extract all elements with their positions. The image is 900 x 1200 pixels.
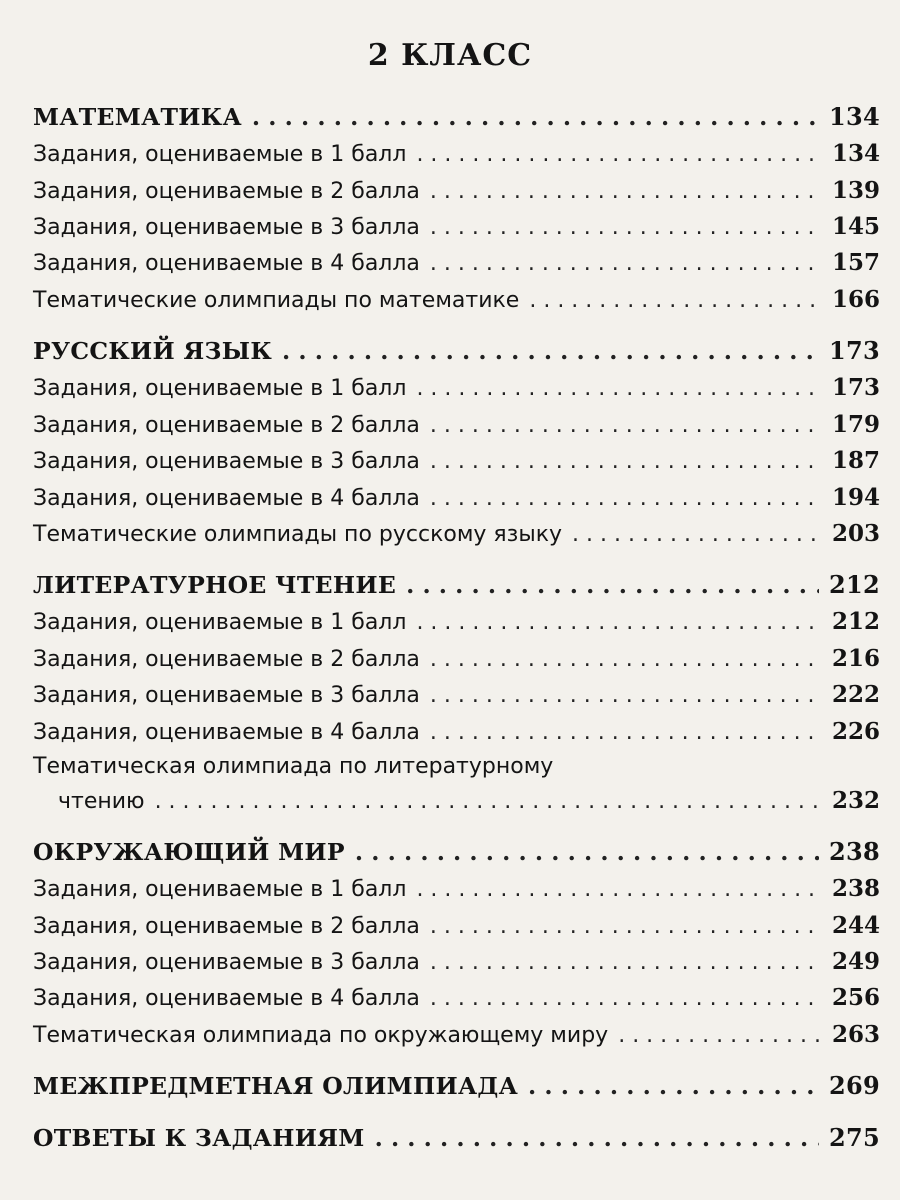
page-number: 203: [831, 519, 880, 547]
dot-leader: [430, 444, 822, 480]
page-number: 269: [829, 1071, 880, 1101]
toc-section-heading: [33, 1067, 880, 1105]
toc-section-heading: [33, 332, 880, 370]
page-number: 249: [831, 948, 880, 975]
dot-leader: [430, 981, 822, 1017]
toc-entry: [33, 282, 880, 318]
dot-leader: [416, 872, 822, 908]
dot-leader: [430, 715, 822, 751]
page-number: 139: [831, 176, 880, 204]
entry-title: Задания, оцениваемые в 2 балла: [33, 913, 420, 939]
toc-entry: [33, 136, 880, 172]
dot-leader: [430, 678, 822, 714]
dot-leader: [406, 566, 819, 604]
entry-title: Тематическая олимпиада по окружающему миру: [33, 1022, 609, 1048]
dot-leader: [572, 517, 822, 553]
section-title: ОКРУЖАЮЩИЙ МИР: [33, 838, 345, 867]
dot-leader: [529, 283, 822, 319]
toc-entry: [33, 604, 880, 640]
entry-title: Тематическая олимпиада по литературному: [33, 754, 554, 780]
entry-title: Задания, оцениваемые в 3 балла: [33, 683, 420, 709]
section-title: ОТВЕТЫ К ЗАДАНИЯМ: [33, 1124, 365, 1153]
page-number: 212: [831, 608, 880, 636]
toc-entry: [33, 245, 880, 281]
dot-leader: [155, 785, 822, 819]
toc-section-heading: [33, 833, 880, 871]
entry-title: Задания, оцениваемые в 4 балла: [33, 719, 420, 745]
toc-entry: [33, 944, 880, 980]
dot-leader: [430, 945, 822, 981]
dot-leader: [430, 642, 822, 678]
dot-leader: [282, 332, 819, 370]
dot-leader: [528, 1067, 819, 1105]
entry-title: Задания, оцениваемые в 1 балл: [33, 376, 407, 402]
toc-entry: [33, 714, 880, 750]
toc-entry: [33, 871, 880, 907]
dot-leader: [430, 246, 822, 282]
dot-leader: [355, 833, 819, 871]
toc-entry: [33, 173, 880, 209]
entry-title: Задания, оцениваемые в 3 балла: [33, 950, 420, 975]
toc-entry: [33, 641, 880, 677]
entry-title: Задания, оцениваемые в 2 балла: [33, 412, 420, 438]
page-number: 212: [829, 570, 880, 600]
entry-title: Задания, оцениваемые в 3 балла: [33, 449, 420, 475]
section-title: РУССКИЙ ЯЗЫК: [33, 337, 273, 366]
toc-entry: [33, 480, 880, 516]
toc-entry: [33, 209, 880, 245]
toc-entry: [33, 750, 880, 819]
dot-leader: [416, 605, 822, 641]
page-number: 232: [831, 787, 880, 815]
toc-entry: [33, 908, 880, 944]
dot-leader: [416, 371, 822, 407]
dot-leader: [252, 98, 819, 136]
page-number: 226: [831, 717, 880, 745]
table-of-contents: [33, 98, 880, 1158]
page-number: 187: [831, 447, 880, 475]
toc-entry: [33, 677, 880, 713]
page-number: 173: [829, 336, 880, 366]
entry-title: Задания, оцениваемые в 4 балла: [33, 485, 420, 511]
entry-title: Тематические олимпиады по русскому языку: [33, 521, 563, 547]
dot-leader: [430, 481, 822, 517]
page-number: 238: [831, 875, 880, 903]
entry-title: Задания, оцениваемые в 3 балла: [33, 214, 420, 240]
page-number: 238: [829, 837, 880, 867]
dot-leader: [430, 909, 822, 945]
dot-leader: [430, 210, 822, 246]
entry-title: Задания, оцениваемые в 2 балла: [33, 646, 420, 672]
page-number: 179: [831, 410, 880, 438]
page-number: 134: [831, 140, 880, 168]
toc-entry: [33, 1017, 880, 1053]
entry-title: Задания, оцениваемые в 1 балл: [33, 142, 407, 168]
dot-leader: [430, 174, 822, 210]
page-number: 194: [831, 483, 880, 511]
dot-leader: [618, 1018, 822, 1054]
page-number: 244: [831, 911, 880, 939]
entry-title: Задания, оцениваемые в 1 балл: [33, 610, 407, 636]
toc-entry: [33, 516, 880, 552]
page-number: 166: [831, 285, 880, 313]
page-number: 275: [829, 1123, 880, 1153]
dot-leader: [416, 137, 822, 173]
section-title: ЛИТЕРАТУРНОЕ ЧТЕНИЕ: [33, 571, 397, 600]
toc-section-heading: [33, 566, 880, 604]
page-number: 256: [831, 984, 880, 1012]
page-title: 2 КЛАСС: [367, 38, 533, 73]
page-number: 157: [831, 249, 880, 277]
entry-title: Тематические олимпиады по математике: [33, 287, 520, 313]
toc-entry: [33, 443, 880, 479]
entry-title: Задания, оцениваемые в 4 балла: [33, 251, 420, 277]
page-number: 173: [831, 374, 880, 402]
page-number: 145: [831, 212, 880, 240]
entry-title-continued: чтению: [58, 789, 145, 815]
toc-section-heading: [33, 98, 880, 136]
section-title: МАТЕМАТИКА: [33, 103, 242, 131]
page-number: 216: [831, 644, 880, 672]
toc-entry: [33, 370, 880, 406]
entry-title: Задания, оцениваемые в 2 балла: [33, 178, 420, 204]
page-number: 222: [831, 681, 880, 709]
entry-title: Задания, оцениваемые в 1 балл: [33, 877, 407, 903]
page-number: 134: [829, 102, 880, 131]
toc-section-heading: [33, 1119, 880, 1157]
dot-leader: [375, 1119, 819, 1157]
toc-entry: [33, 407, 880, 443]
toc-entry: [33, 980, 880, 1016]
dot-leader: [430, 408, 822, 444]
section-title: МЕЖПРЕДМЕТНАЯ ОЛИМПИАДА: [33, 1072, 519, 1101]
entry-title: Задания, оцениваемые в 4 балла: [33, 986, 420, 1012]
page-number: 263: [831, 1020, 880, 1048]
